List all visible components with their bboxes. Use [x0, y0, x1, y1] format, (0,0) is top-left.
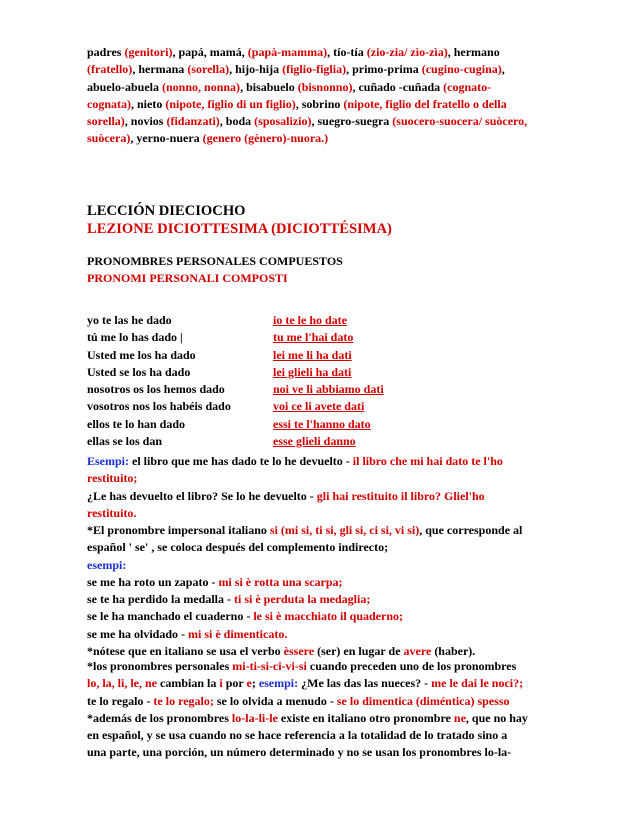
vocabulary-paragraph: [87, 44, 555, 148]
italian-cell: lei glieli ha dati: [273, 364, 352, 379]
pronoun-table-plural: [87, 381, 555, 450]
note-text: por: [222, 676, 247, 691]
note-text: existe en italiano otro pronombre: [277, 710, 454, 725]
note-text: en español, y se usa cuando no se hace referencia a la totalidad de lo tratado sino a: [87, 728, 508, 743]
vocab-italian: (suocero-suocera/ suòcero,: [392, 114, 528, 129]
vocab-italian: (bisnonno): [297, 79, 353, 94]
example-italian: restituito.: [87, 505, 137, 520]
spanish-cell: yo te las he dado: [87, 313, 172, 327]
section-heading: [87, 253, 555, 287]
vocab-text: , nieto: [131, 96, 166, 111]
examples-paragraph: [87, 453, 555, 522]
vocab-text: , cuñado -cuñada: [352, 79, 444, 94]
vocab-text: ,: [501, 62, 505, 77]
vocab-italian: (papà-mamma): [247, 45, 328, 59]
italian-cell: noi ve li abbiamo dati: [273, 382, 384, 396]
vocab-italian: (fratello): [87, 62, 133, 77]
italian-cell: lei me li ha dati: [273, 347, 352, 362]
examples-label: esempi:: [87, 557, 127, 572]
italian-cell: tu me l'hai dato: [273, 330, 354, 345]
table-row: [87, 433, 555, 450]
vocab-text: , primo-prima: [346, 62, 422, 77]
note-text: español ' se' , se coloca después del complemento indirecto;: [87, 540, 389, 555]
vocab-italian: (genitori): [124, 45, 173, 59]
vocab-italian: (nipote, figlio di un figlio): [165, 96, 296, 111]
note-text: se le ha manchado el cuaderno -: [87, 609, 254, 624]
note-italian: mi si è rotta una scarpa;: [218, 574, 343, 589]
note-italian: se lo dimentica (diméntica) spesso: [336, 693, 510, 708]
vocab-text: abuelo-abuela: [87, 79, 163, 94]
vocab-italian: (nipote, figlio del fratello o della: [343, 96, 507, 111]
vocab-text: , novios: [124, 114, 167, 129]
table-row: [87, 381, 555, 398]
vocab-italian: (cognato-: [443, 79, 492, 94]
vocab-italian: (cugino-cugina): [421, 62, 502, 77]
note-text: ¿Me las das las nueces? -: [298, 676, 432, 691]
impersonal-pronoun-note: [87, 522, 555, 660]
vocab-italian: (genero (gènero)-nuora.): [202, 131, 329, 146]
examples-label: esempi:: [258, 676, 299, 691]
vocab-text: , boda: [219, 114, 255, 129]
pronoun-change-note: [87, 658, 555, 762]
vocab-text: , suegro-suegra: [311, 114, 393, 129]
table-row: [87, 347, 555, 364]
note-italian: èssere: [283, 644, 315, 659]
vocab-italian: cognata): [87, 96, 131, 111]
table-row: [87, 398, 555, 415]
section-title-italian: PRONOMI PERSONALI COMPOSTI: [87, 271, 288, 285]
vocab-italian: (sposalizio): [254, 114, 312, 129]
note-italian: lo, la, li, le, ne: [87, 676, 157, 691]
note-text: *los pronombres personales: [87, 659, 233, 673]
spanish-cell: Usted me los ha dado: [87, 347, 196, 362]
vocab-text: , tío-tía: [327, 45, 367, 59]
pronoun-table-singular: [87, 312, 555, 381]
italian-cell: voi ce li avete dati: [273, 399, 365, 414]
vocab-italian: (nonno, nonna): [162, 79, 241, 94]
spanish-cell: tú me lo has dado |: [87, 330, 183, 345]
vocab-text: , papá, mamá,: [172, 45, 248, 59]
italian-cell: essi te l'hanno dato: [273, 416, 371, 431]
lesson-heading: [87, 202, 555, 238]
vocab-italian: (figlio-figlia): [282, 62, 347, 77]
note-text: se me ha roto un zapato -: [87, 574, 219, 589]
note-text: cambian la: [157, 676, 220, 691]
vocab-text: , yerno-nuera: [130, 131, 203, 146]
note-italian: te lo regalo;: [153, 693, 214, 708]
spanish-cell: vosotros nos los habéis dado: [87, 399, 231, 414]
vocab-text: , hijo-hija: [229, 62, 283, 77]
spanish-cell: ellos te lo han dado: [87, 416, 186, 431]
note-italian: lo-la-li-le: [231, 710, 278, 725]
vocab-italian: suòcera): [87, 131, 131, 146]
vocab-italian: (sorella): [187, 62, 230, 77]
note-text: te lo regalo -: [87, 693, 154, 708]
vocab-text: , hermana: [132, 62, 188, 77]
table-row: [87, 364, 555, 381]
note-italian: ti si è perduta la medaglia;: [234, 592, 371, 607]
note-italian: i: [219, 676, 223, 691]
note-text: cuando preceden uno de los pronombres: [306, 659, 517, 673]
note-italian: me le dai le noci?;: [431, 676, 524, 691]
note-italian: mi-ti-si-ci-vi-si: [232, 659, 307, 673]
examples-label: Esempi:: [87, 454, 129, 468]
example-text: el libro que me has dado te lo he devuelto -: [129, 454, 353, 468]
note-text: *nótese que en italiano se usa el verbo: [87, 644, 284, 659]
note-text: , que no hay: [465, 710, 528, 725]
table-row: [87, 416, 555, 433]
vocab-text: , sobrino: [295, 96, 344, 111]
note-text: *El pronombre impersonal italiano: [87, 523, 270, 537]
lesson-title-italian: LEZIONE DICIOTTESIMA (DICIOTTÉSIMA): [87, 221, 392, 237]
vocab-italian: (fidanzati): [166, 114, 220, 129]
example-italian: il libro che mi hai dato te l'ho: [352, 454, 503, 468]
spanish-cell: ellas se los dan: [87, 433, 163, 448]
note-text: *además de los pronombres: [87, 710, 232, 725]
vocab-text: padres: [87, 45, 125, 59]
note-text: se me ha olvidado -: [87, 626, 189, 641]
note-italian: si (mi si, ti si, gli si, ci si, vi si): [269, 523, 420, 537]
note-italian: le si è macchiato il quaderno;: [253, 609, 403, 624]
lesson-title-spanish: LECCIÓN DIECIOCHO: [87, 203, 246, 219]
italian-cell: io te le ho date: [273, 313, 347, 327]
example-italian: restituito;: [87, 471, 138, 486]
section-title-spanish: PRONOMBRES PERSONALES COMPUESTOS: [87, 254, 343, 268]
vocab-text: , bisabuelo: [240, 79, 298, 94]
table-row: [87, 329, 555, 346]
spanish-cell: Usted se los ha dado: [87, 364, 191, 379]
note-italian: avere: [403, 644, 432, 659]
note-text: una parte, una porción, un número determinado y no se usan los pronombres lo-la-: [87, 745, 512, 760]
vocab-italian: (zio-zia/ zìo-zìa): [366, 45, 448, 59]
spanish-cell: nosotros os los hemos dado: [87, 382, 225, 396]
note-text: (haber).: [431, 644, 476, 659]
note-text: se lo olvida a menudo -: [213, 693, 337, 708]
example-italian: gli hai restituito il libro? Gliel'ho: [316, 488, 485, 503]
note-italian: ne: [453, 710, 466, 725]
table-row: [87, 312, 555, 329]
note-italian: e: [246, 676, 252, 691]
note-text: se te ha perdido la medalla -: [87, 592, 234, 607]
note-text: ;: [251, 676, 259, 691]
vocab-text: , hermano: [447, 45, 500, 59]
italian-cell: esse glieli danno: [273, 433, 356, 448]
vocab-italian: sorella): [87, 114, 125, 129]
note-text: (ser) en lugar de: [314, 644, 404, 659]
example-text: ¿Le has devuelto el libro? Se lo he devuelto -: [87, 488, 317, 503]
note-text: , que corresponde al: [419, 523, 523, 537]
note-italian: mi si è dimenticato.: [188, 626, 288, 641]
